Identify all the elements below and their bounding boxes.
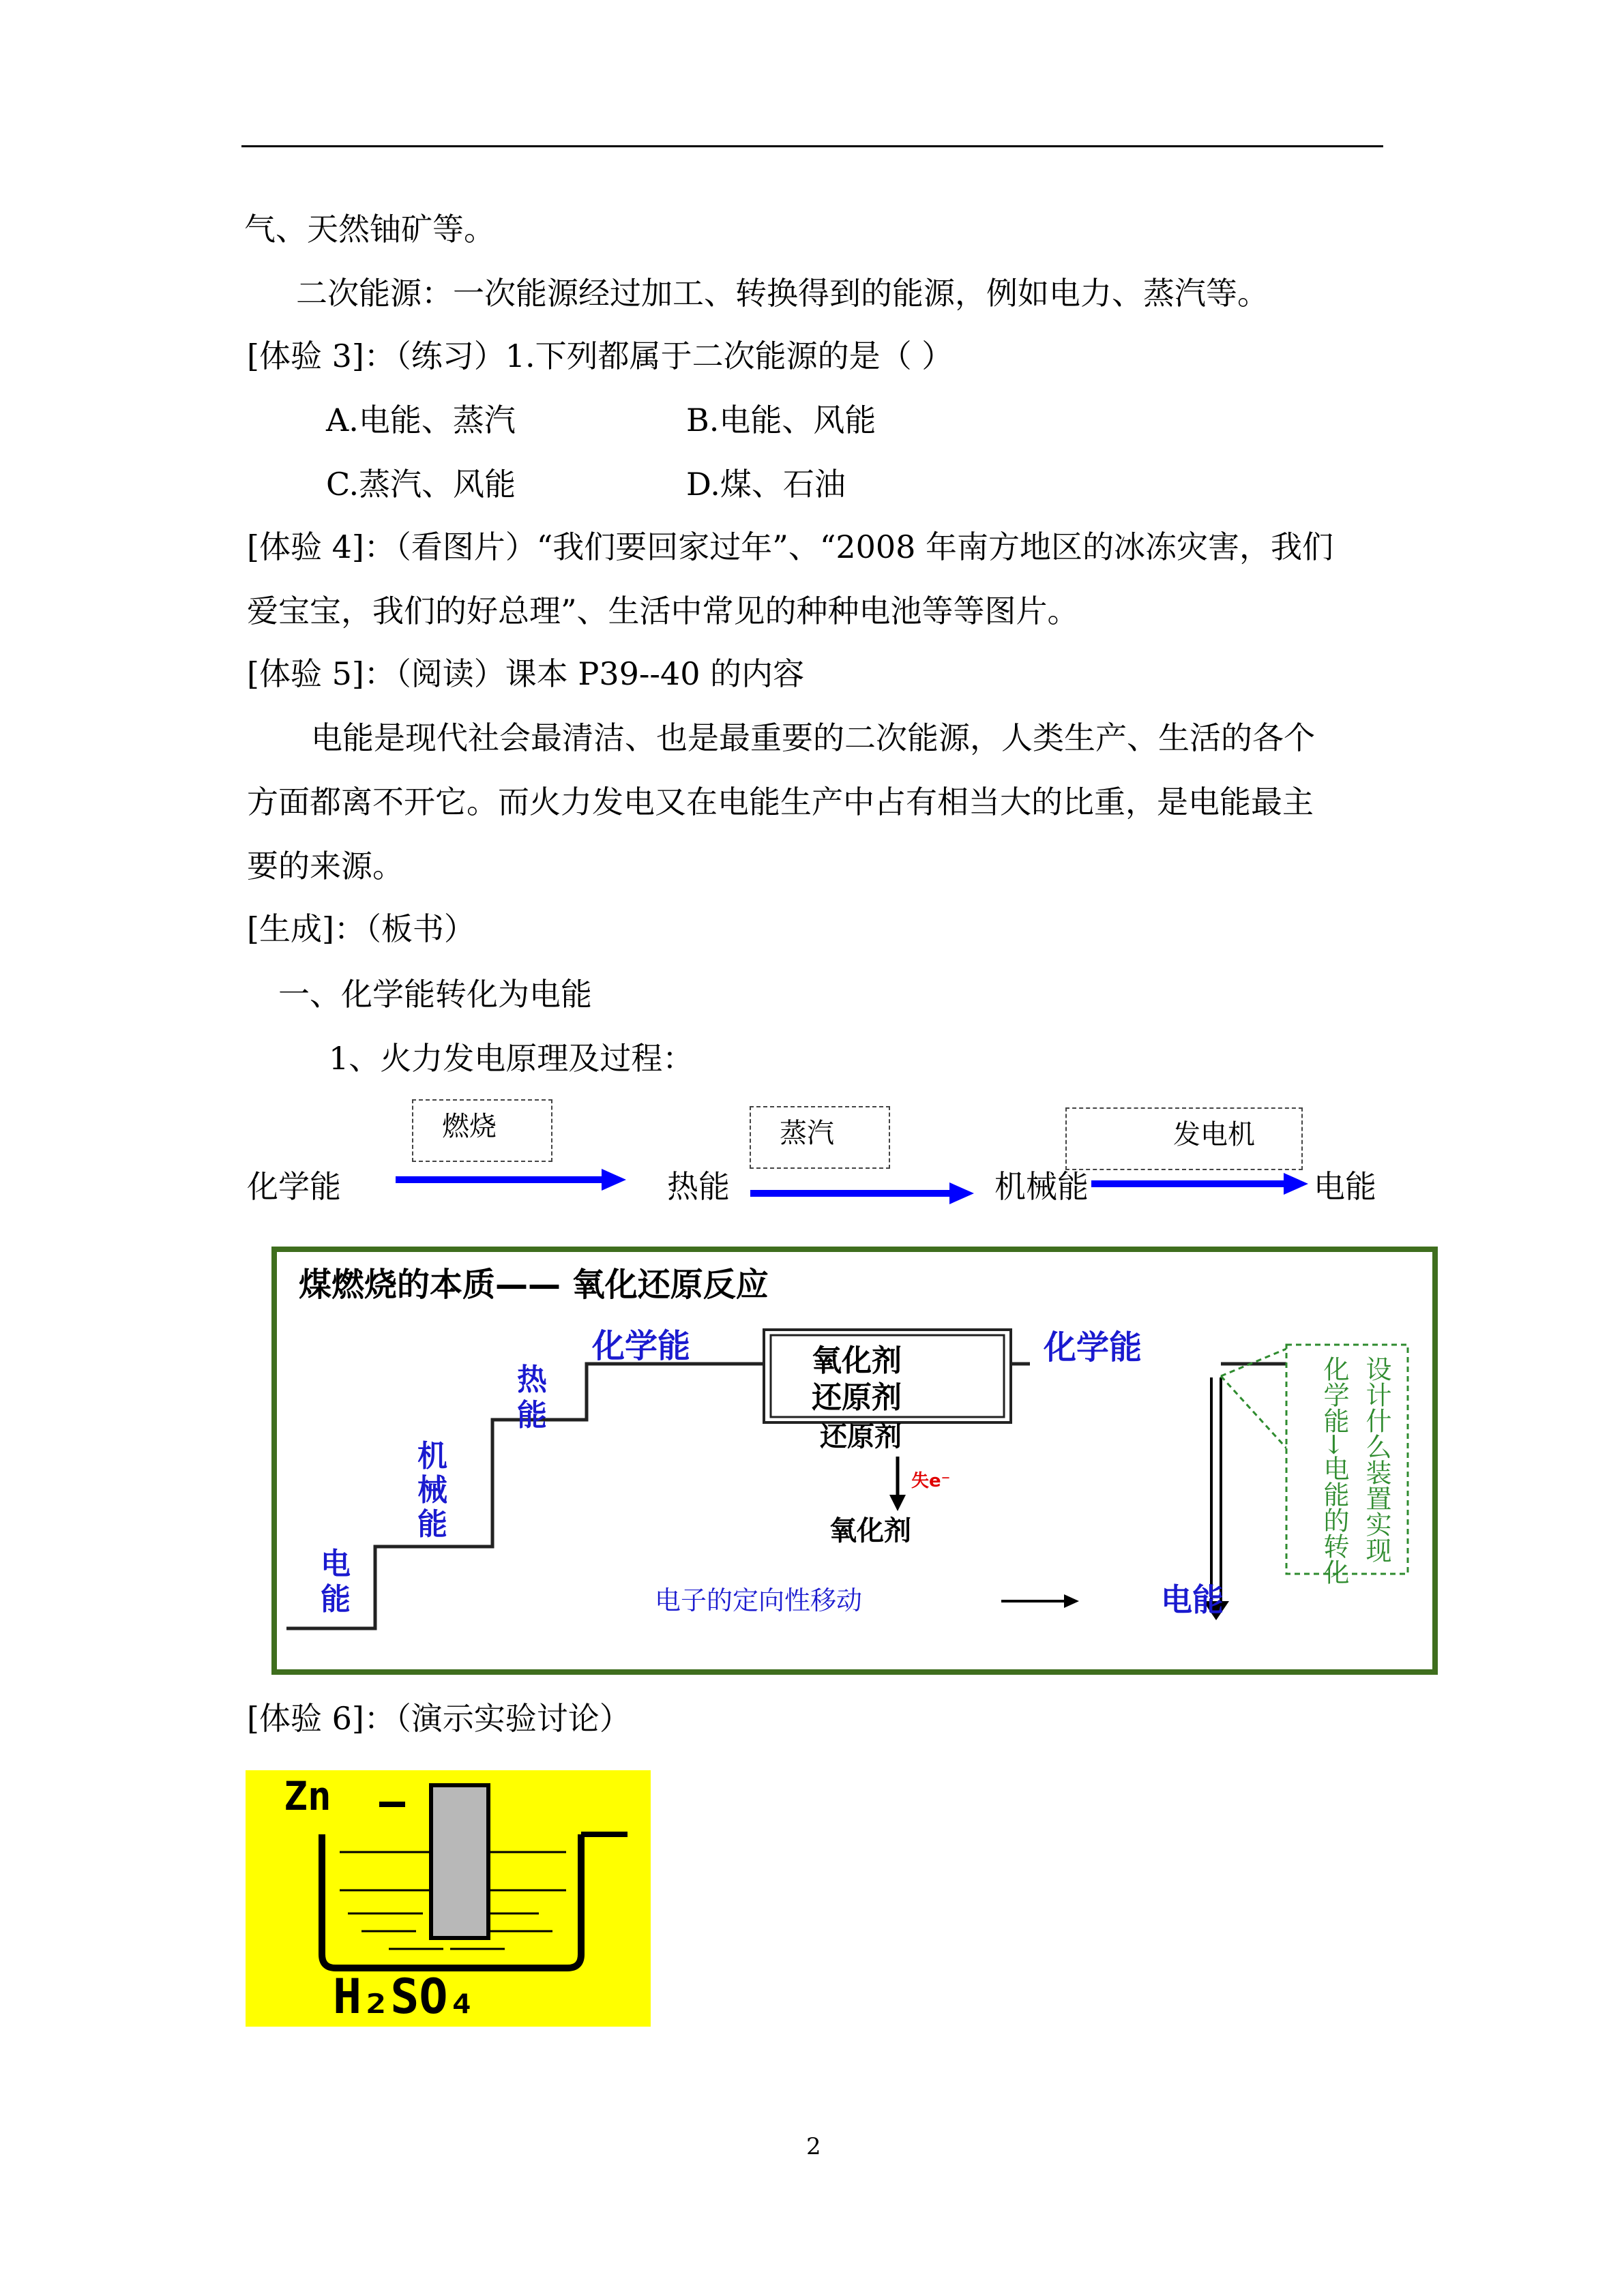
note-column-1: 设计什么装置实现 [1361,1356,1391,1563]
note-column-2: 化学能→电能的转化 [1319,1356,1349,1585]
text-line: 二次能源：一次能源经过加工、转换得到的能源，例如电力、蒸汽等。 [296,275,1269,312]
step-heat: 热 [517,1362,547,1397]
zinc-acid-beaker-image [246,1770,651,2027]
node-electric-energy: 电能 [1314,1168,1376,1205]
experiment-heading: [体验 6]：（演示实验讨论） [247,1700,631,1737]
section-heading: 一、化学能转化为电能 [278,976,592,1013]
option-d: D.煤、石油 [686,466,846,503]
svg-text:能: 能 [517,1398,547,1433]
arrow-right-icon [1091,1170,1310,1197]
electric-energy-label: 电能 [1161,1581,1224,1618]
lose-electron-label: 失e⁻ [911,1471,951,1491]
right-chemical-energy: 化学能 [1044,1328,1142,1367]
text-line: [体验 5]：（阅读）课本 P39--40 的内容 [247,655,805,692]
header-rule [241,145,1383,147]
svg-text:能: 能 [321,1582,351,1617]
option-a: A.电能、蒸汽 [326,402,516,438]
page-number: 2 [806,2133,821,2160]
svg-text:能: 能 [417,1507,447,1542]
exercise-question: [体验 3]：（练习）1.下列都属于二次能源的是（ ） [247,338,954,374]
text-line: 要的来源。 [247,848,404,884]
energy-conversion-slide [266,1241,1466,1684]
arrow-right-icon [750,1180,975,1207]
step-electric: 电 [321,1547,351,1581]
reductant-label: 还原剂 [820,1421,902,1452]
electron-move-label: 电子的定向性移动 [655,1585,863,1615]
text-line: 气、天然铀矿等。 [244,211,495,248]
option-b: B.电能、风能 [686,402,876,438]
text-line: 爱宝宝，我们的好总理”、生活中常见的种种电池等等图片。 [247,593,1079,629]
process-box-steam: 蒸汽 [750,1106,890,1169]
arrow-right-icon [396,1166,628,1193]
node-chemical-energy: 化学能 [247,1168,341,1205]
process-box-generator: 发电机 [1065,1107,1303,1170]
h2so4-label: H₂SO₄ [333,1969,477,2025]
box-reductant: 还原剂 [812,1380,902,1415]
option-c: C.蒸汽、风能 [326,466,516,503]
slide-title: 煤燃烧的本质—— 氧化还原反应 [299,1266,769,1304]
node-mechanical-energy: 机械能 [994,1168,1089,1205]
zn-label: Zn [284,1773,331,1819]
step-chemical: 化学能 [592,1327,691,1365]
node-heat-energy: 热能 [667,1168,730,1205]
svg-text:械: 械 [417,1473,447,1508]
step-mechanical: 机 [417,1439,447,1474]
text-line: 方面都离不开它。而火力发电又在电能生产中占有相当大的比重，是电能最主 [247,784,1314,820]
text-line: [体验 4]：（看图片）“我们要回家过年”、“2008 年南方地区的冰冻灾害，我们 [247,528,1334,565]
oxidant-label: 氧化剂 [829,1515,911,1547]
text-line: [生成]：（板书） [247,910,475,947]
box-oxidant: 氧化剂 [812,1343,902,1378]
text-line: 电能是现代社会最清洁、也是最重要的二次能源，人类生产、生活的各个 [311,719,1315,756]
subsection-heading: 1、火力发电原理及过程： [329,1040,694,1077]
process-box-combustion: 燃烧 [412,1099,552,1162]
